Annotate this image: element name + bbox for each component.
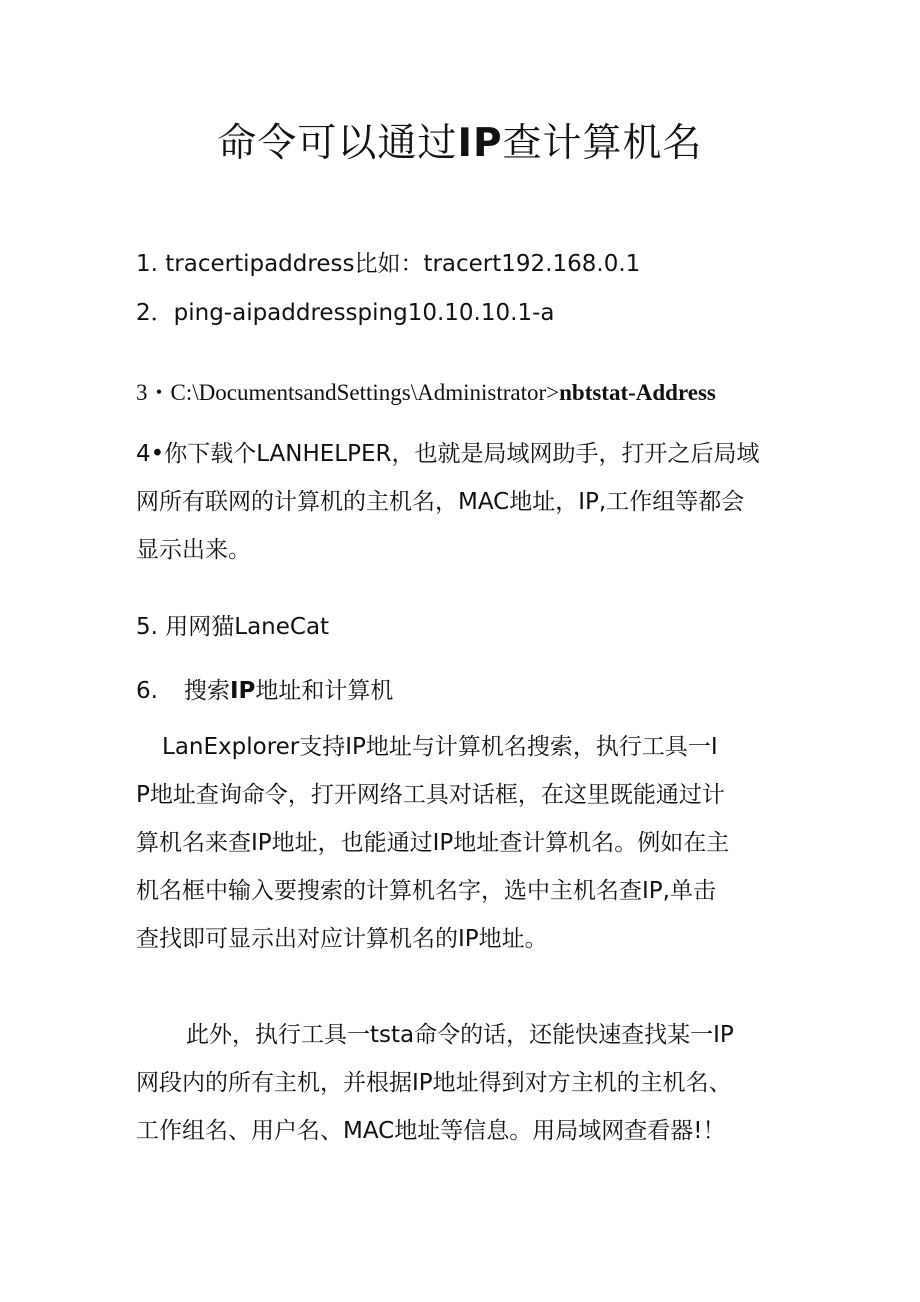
item-3-path: 3・C:\DocumentsandSettings\Administrator> (136, 380, 560, 405)
paragraph-1-line-5: 查找即可显示出对应计算机名的IP地址。 (136, 926, 548, 952)
title-prefix: 命令可以通过 (217, 121, 458, 166)
item-1-tracert: 1. tracertipaddress比如：tracert192.168.0.1 (136, 251, 641, 277)
item-4-lanhelper (136, 430, 786, 574)
paragraph-1-line-1: LanExplorer支持IP地址与计算机名搜索，执行工具一I (162, 734, 718, 760)
paragraph-1-line-2: P地址查询命令，打开网络工具对话框，在这里既能通过计 (136, 782, 725, 808)
item-6-bold-ip: IP (230, 678, 256, 704)
item-3-command: nbtstat-Address (559, 380, 716, 405)
item-5-lanecat: 5. 用网猫LaneCat (136, 614, 330, 640)
paragraph-lanexplorer (136, 723, 786, 963)
item-4-line-3: 显示出来。 (136, 537, 251, 563)
paragraph-1-line-4: 机名框中输入要搜索的计算机名字，选中主机名查IP,单击 (136, 878, 716, 904)
item-6-suffix: 地址和计算机 (255, 678, 394, 704)
paragraph-tsta (136, 1011, 786, 1155)
item-2-ping: 2．ping-aipaddressping10.10.10.1-a (136, 300, 555, 326)
title-bold-ip: IP (457, 121, 503, 166)
paragraph-1-line-3: 算机名来查IP地址，也能通过IP地址查计算机名。例如在主 (136, 830, 730, 856)
paragraph-2-line-1: 此外，执行工具一tsta命令的话，还能快速查找某一IP (186, 1022, 734, 1048)
paragraph-2-line-2: 网段内的所有主机，并根据IP地址得到对方主机的主机名、 (136, 1070, 732, 1096)
item-6-number: 6. (136, 678, 158, 704)
item-4-line-2: 网所有联网的计算机的主机名，MAC地址，IP,工作组等都会 (136, 489, 745, 515)
item-4-line-1: 4•你下载个LANHELPER，也就是局域网助手，打开之后局域 (136, 441, 760, 467)
item-6-heading (136, 675, 393, 707)
document-title (0, 112, 920, 168)
paragraph-2-line-3: 工作组名、用户名、MAC地址等信息。用局域网查看器!！ (136, 1118, 726, 1144)
title-suffix: 查计算机名 (502, 121, 703, 166)
item-3-nbtstat (136, 377, 716, 409)
item-6-prefix: 搜索 (184, 678, 230, 704)
